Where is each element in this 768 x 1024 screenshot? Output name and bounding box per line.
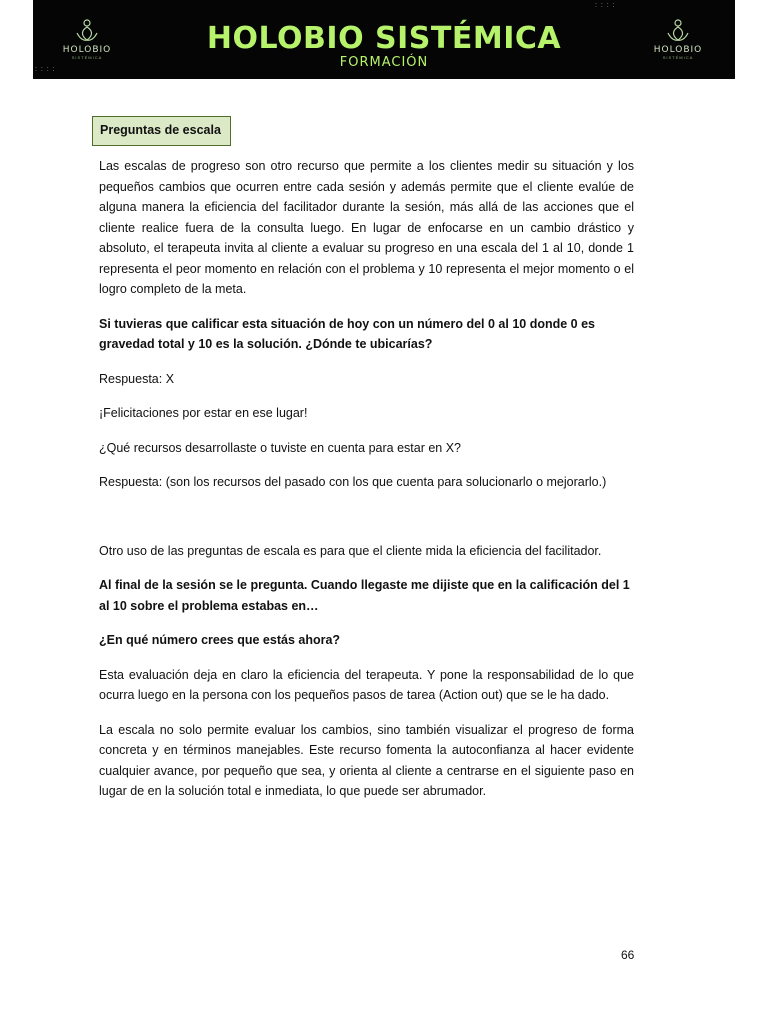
logo-text: HOLOBIO (653, 45, 703, 55)
decorative-dots-icon: : : : : (35, 66, 56, 73)
header-banner (33, 0, 735, 79)
question-current-number: ¿En qué número crees que estás ahora? (99, 633, 341, 647)
lotus-icon (643, 18, 713, 44)
banner-subtitle: FORMACIÓN (339, 55, 429, 70)
logo-subtext: SISTÉMICA (662, 55, 694, 60)
page-number: 66 (621, 948, 635, 962)
decorative-dots-icon: : : : : (595, 2, 616, 9)
banner-title: HOLOBIO SISTÉMICA (206, 21, 562, 56)
answer-resources: Respuesta: (son los recursos del pasado con los que cuenta para solucionarlo o mejorarlo.) (99, 475, 607, 489)
logo-right (643, 18, 713, 60)
answer-x: Respuesta: X (99, 371, 175, 386)
section-heading: Preguntas de escala (100, 123, 221, 137)
paragraph-other-use: Otro uso de las preguntas de escala es para que el cliente mida la eficiencia del facilitador. (99, 543, 602, 558)
question-end-session: Al final de la sesión se le pregunta. Cuando llegaste me dijiste que en la calificación del 1 al 10 sobre el problema estabas en… (99, 578, 630, 613)
logo-subtext: SISTÉMICA (71, 55, 103, 60)
section-heading-box (92, 116, 231, 146)
paragraph-scale-benefits: La escala no solo permite evaluar los cambios, sino también visualizar el progreso de forma concreta y en términos manejables. Este recurso fomenta la autoconfianza al hacer evidente cualquier avance, por pequeño que sea, y orienta al cliente a centrarse en el siguiente paso en lugar de en la solución total e inmediata, lo que puede ser abrumador. (99, 722, 634, 798)
question-resources: ¿Qué recursos desarrollaste o tuviste en cuenta para estar en X? (99, 440, 461, 455)
logo-text: HOLOBIO (62, 45, 112, 55)
congratulations-text: ¡Felicitaciones por estar en ese lugar! (99, 406, 308, 420)
paragraph-intro: Las escalas de progreso son otro recurso que permite a los clientes medir su situación y los pequeños cambios que ocurren entre cada sesión y además permite que el cliente evalúe de alguna manera la eficiencia del facilitador durante la sesión, más allá de las acciones que el cliente realice fuera de la consulta luego. En lugar de enfocarse en un cambio drástico y absoluto, el terapeuta invita al cliente a evaluar su progreso en una escala del 1 al 10, donde 1 representa el peor momento en relación con el problema y 10 representa el mejor momento o el logro completo de la meta. (99, 159, 634, 296)
paragraph-evaluation: Esta evaluación deja en claro la eficiencia del terapeuta. Y pone la responsabilidad de lo que ocurra luego en la persona con los pequeños pasos de tarea (Action out) que se le ha dado. (99, 667, 634, 702)
document-body (99, 156, 634, 816)
question-scale: Si tuvieras que calificar esta situación de hoy con un número del 0 al 10 donde 0 es gravedad total y 10 es la solución. ¿Dónde te ubicarías? (99, 316, 595, 351)
